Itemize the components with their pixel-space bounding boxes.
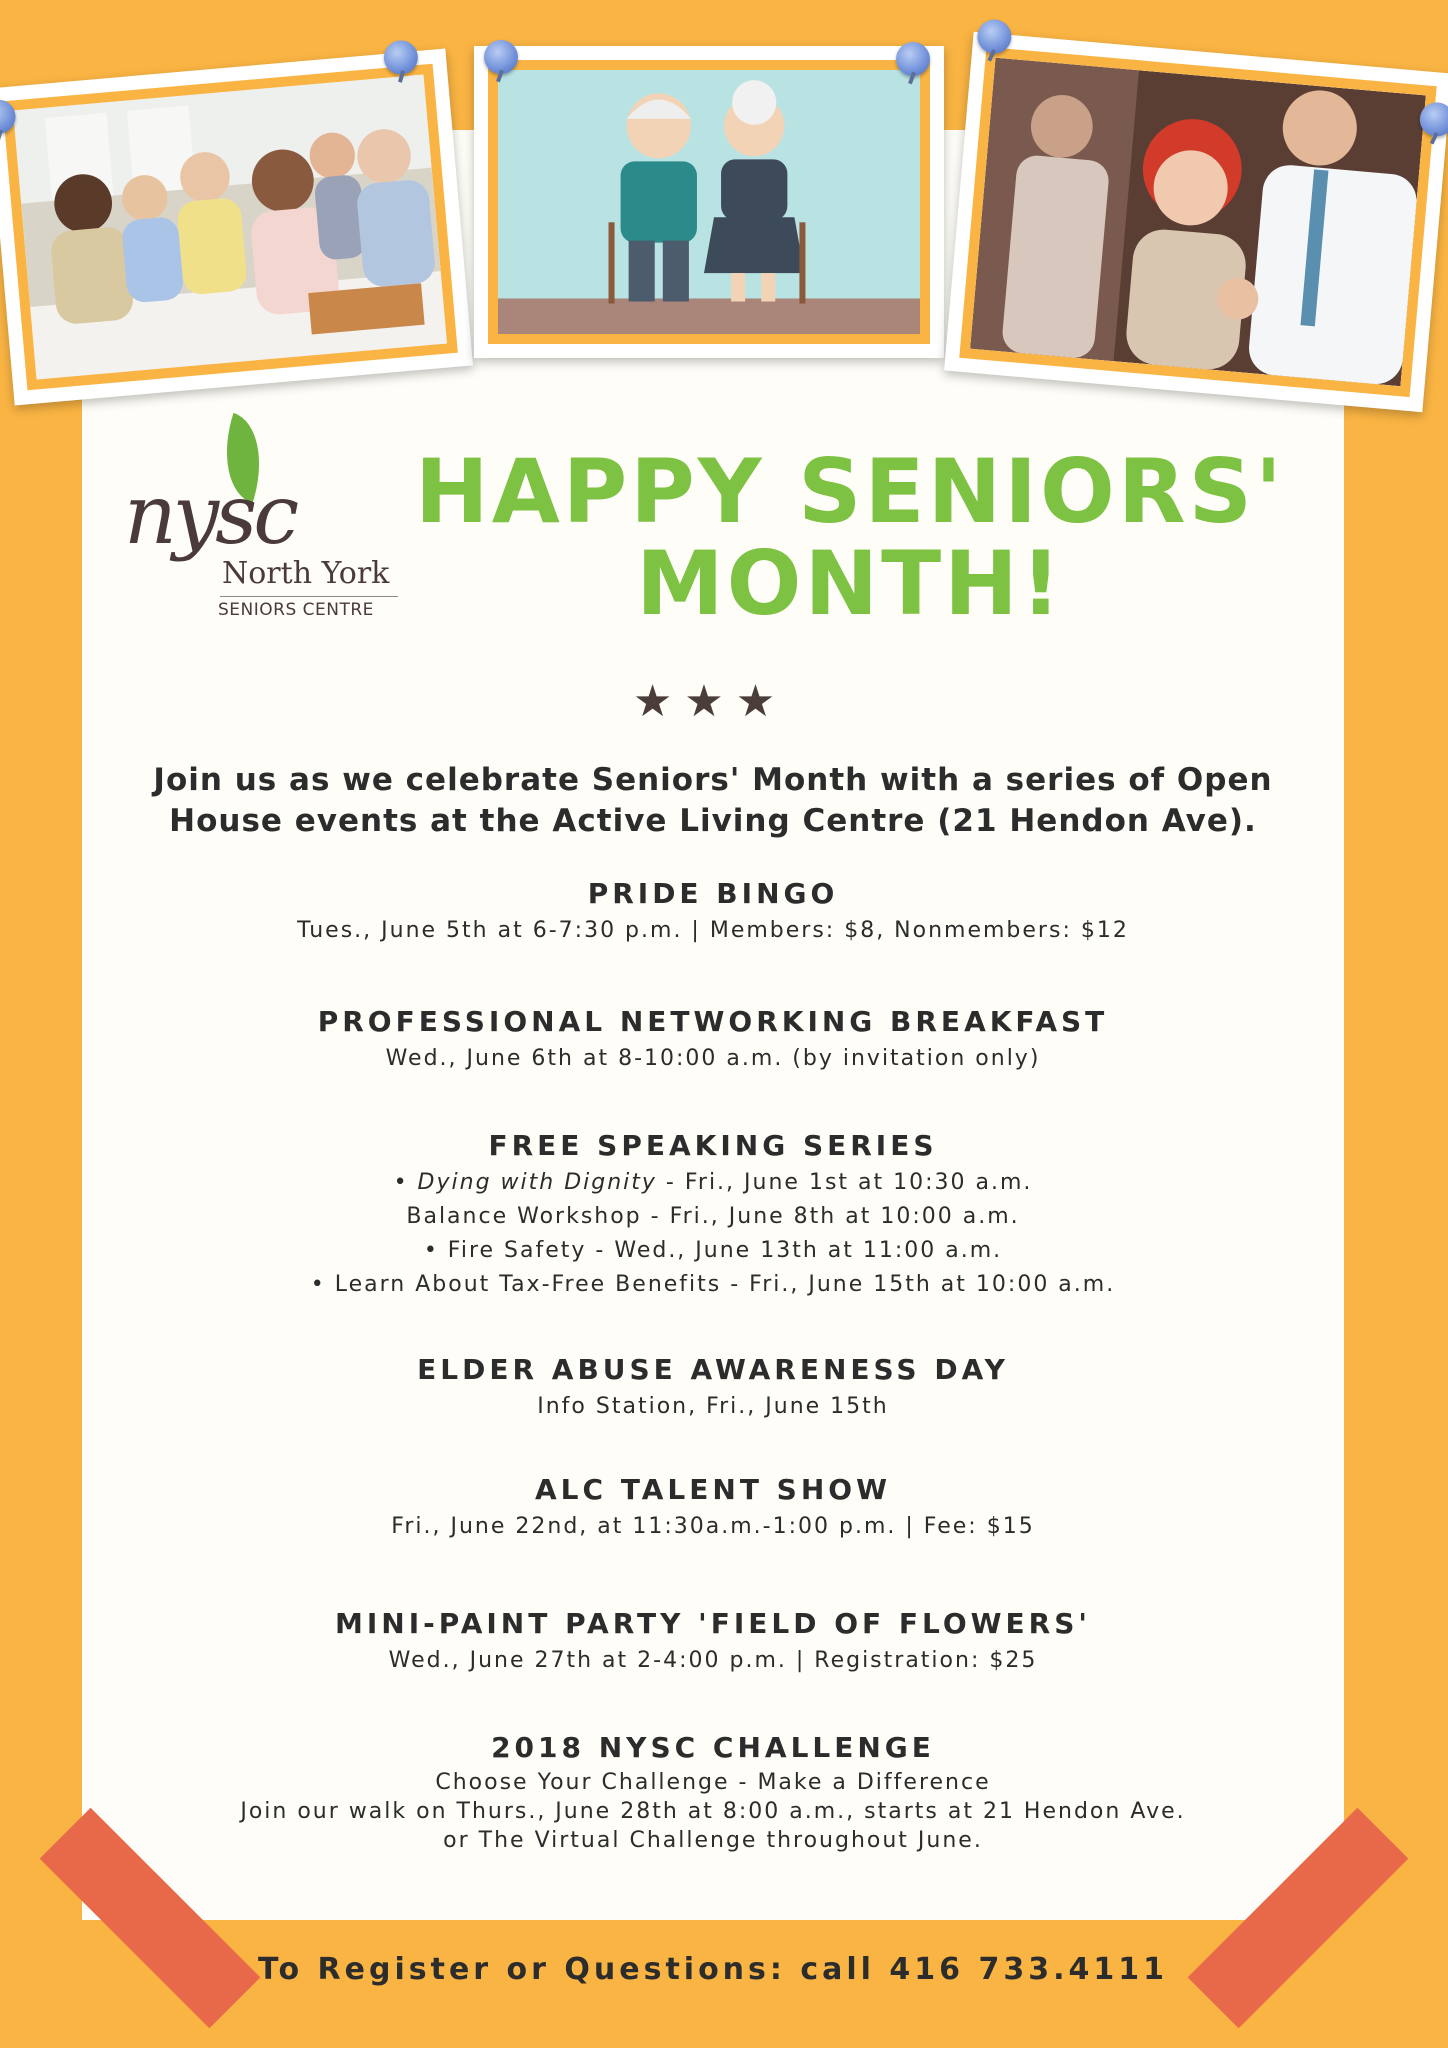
event-speaking-series <box>82 1126 1344 1302</box>
event-networking-breakfast <box>82 1002 1344 1076</box>
photo-frame <box>2 64 458 391</box>
title-line-2: MONTH! <box>636 532 1064 635</box>
event-detail: Fri., June 22nd, at 11:30a.m.-1:00 p.m. | Fee: $15 <box>391 1514 1035 1539</box>
logo-seniors-centre: SENIORS CENTRE <box>218 600 374 620</box>
event-heading: ELDER ABUSE AWARENESS DAY <box>417 1353 1009 1386</box>
intro-text <box>82 760 1344 842</box>
event-paint-party <box>82 1604 1344 1678</box>
event-nysc-challenge <box>82 1728 1344 1855</box>
challenge-line-3: or The Virtual Challenge throughout June. <box>443 1828 983 1853</box>
stars-icon: ★★★ <box>632 676 788 727</box>
title-line-1: HAPPY SENIORS' <box>415 440 1285 543</box>
speaking-item-1: • Dying with Dignity - Fri., June 1st at 10:30 a.m. <box>393 1170 1033 1195</box>
page-title <box>380 440 1320 635</box>
illustration-senior-couple <box>474 46 944 358</box>
event-detail: Info Station, Fri., June 15th <box>537 1394 889 1419</box>
pushpin-icon <box>896 42 930 76</box>
logo-wordmark: nysc <box>124 468 296 563</box>
event-heading: ALC TALENT SHOW <box>535 1473 891 1506</box>
event-heading: FREE SPEAKING SERIES <box>488 1129 938 1162</box>
photo-frame <box>488 60 930 344</box>
event-detail: Wed., June 27th at 2-4:00 p.m. | Registration: $25 <box>388 1648 1038 1673</box>
event-heading: PROFESSIONAL NETWORKING BREAKFAST <box>317 1005 1109 1038</box>
logo-divider <box>220 596 398 597</box>
contact-footer: To Register or Questions: call 416 733.4111 <box>258 1952 1168 1987</box>
photo-dancing-couple <box>944 32 1448 413</box>
dancing-image <box>970 58 1426 387</box>
photo-seniors-dining <box>0 49 473 406</box>
intro-line-2: House events at the Active Living Centre (21 Hendon Ave). <box>169 803 1257 839</box>
speaking-item-1-rest: - Fri., June 1st at 10:30 a.m. <box>656 1170 1033 1195</box>
event-pride-bingo <box>82 874 1344 948</box>
event-talent-show <box>82 1470 1344 1544</box>
nysc-logo <box>120 418 400 628</box>
speaking-item-4: • Learn About Tax-Free Benefits - Fri., June 15th at 10:00 a.m. <box>310 1272 1116 1297</box>
intro-line-1: Join us as we celebrate Seniors' Month with a series of Open <box>153 762 1273 798</box>
speaking-item-3: • Fire Safety - Wed., June 13th at 11:00 a.m. <box>423 1238 1003 1263</box>
challenge-line-1: Choose Your Challenge - Make a Difference <box>435 1770 991 1795</box>
event-detail: Wed., June 6th at 8-10:00 a.m. (by invitation only) <box>385 1046 1041 1071</box>
photo-frame <box>959 47 1436 397</box>
event-heading: 2018 NYSC CHALLENGE <box>491 1731 935 1764</box>
logo-north-york: North York <box>222 556 390 591</box>
event-elder-abuse-day <box>82 1350 1344 1424</box>
challenge-line-2: Join our walk on Thurs., June 28th at 8:00 a.m., starts at 21 Hendon Ave. <box>240 1799 1186 1824</box>
couple-illustration <box>498 70 920 334</box>
pushpin-icon <box>484 40 518 74</box>
event-detail: Tues., June 5th at 6-7:30 p.m. | Members: $8, Nonmembers: $12 <box>297 918 1129 943</box>
speaking-item-2: Balance Workshop - Fri., June 8th at 10:00 a.m. <box>406 1204 1020 1229</box>
event-heading: MINI-PAINT PARTY 'FIELD OF FLOWERS' <box>335 1607 1091 1640</box>
speaking-item-1-title: Dying with Dignity <box>417 1170 657 1195</box>
dining-image <box>13 75 447 380</box>
event-heading: PRIDE BINGO <box>587 877 839 910</box>
